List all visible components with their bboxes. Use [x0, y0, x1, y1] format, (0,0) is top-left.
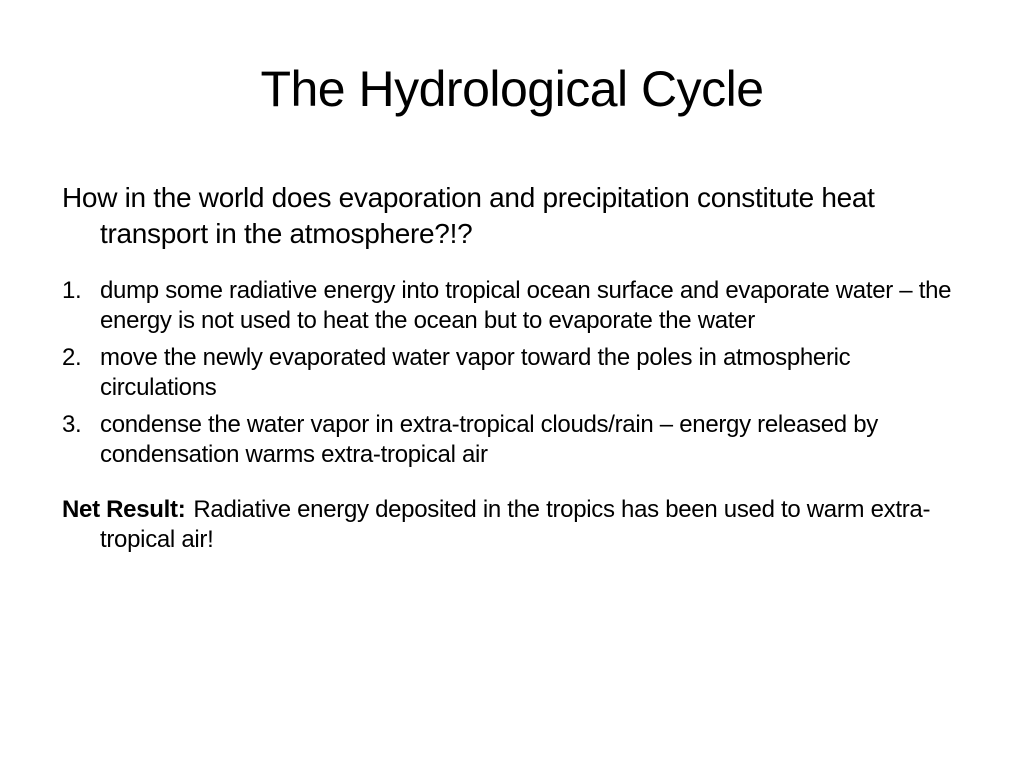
net-result-text: Radiative energy deposited in the tropics has been used to warm extra-tropical air! [100, 496, 931, 553]
intro-question: How in the world does evaporation and precipitation constitute heat transport in the atmosphere?!? [62, 182, 875, 249]
slide-title: The Hydrological Cycle [260, 61, 764, 117]
step-number: 2. [62, 344, 82, 371]
slide-content [62, 180, 972, 555]
net-result-label: Net Result: [62, 496, 186, 523]
list-item [62, 343, 972, 403]
step-number: 1. [62, 277, 82, 304]
steps-list [62, 276, 972, 470]
list-item [62, 410, 972, 470]
step-number: 3. [62, 411, 82, 438]
step-text: dump some radiative energy into tropical ocean surface and evaporate water – the energy is not used to heat the ocean but to evaporate the water [100, 277, 952, 334]
step-text: move the newly evaporated water vapor toward the poles in atmospheric circulations [100, 344, 851, 401]
net-result [62, 495, 972, 555]
list-item [62, 276, 972, 336]
step-text: condense the water vapor in extra-tropical clouds/rain – energy released by condensation warms extra-tropical air [100, 411, 878, 468]
